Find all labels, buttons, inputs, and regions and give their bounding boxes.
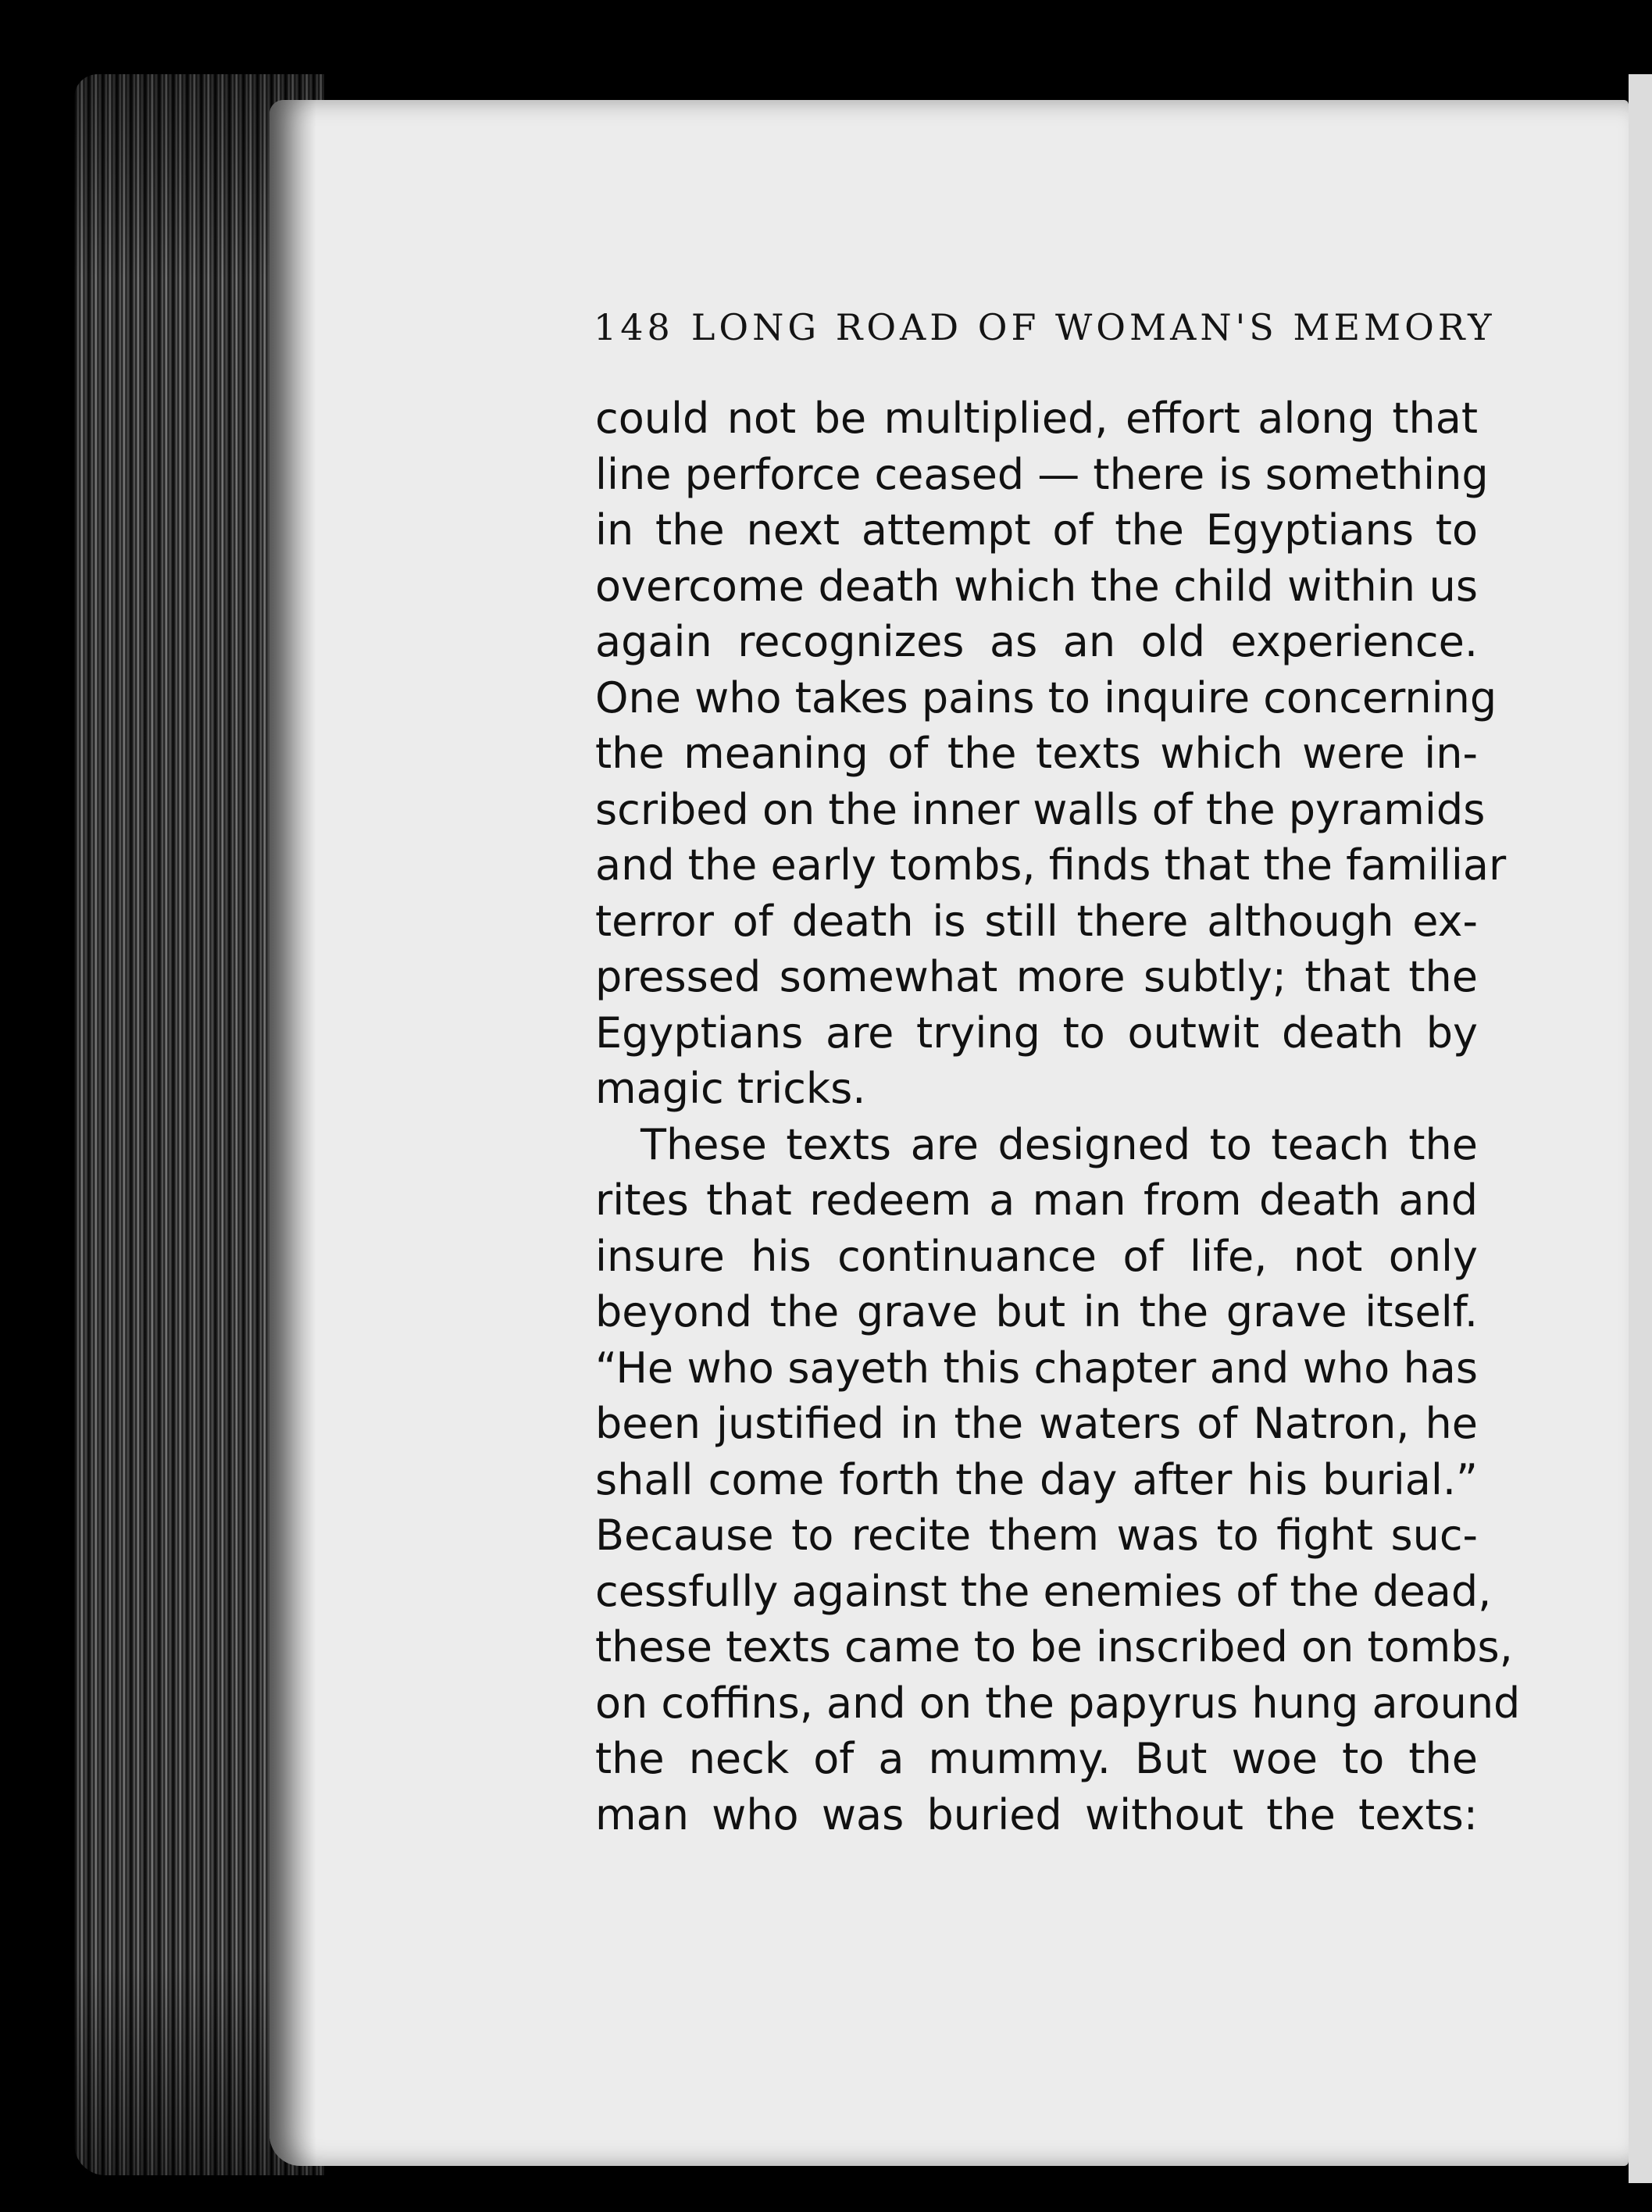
text-line: magic tricks. xyxy=(595,1064,866,1113)
text-line: One who takes pains to inquire concerning xyxy=(595,673,1497,722)
text-line: overcome death which the child within us xyxy=(595,561,1478,611)
text-line: been justified in the waters of Natron, he xyxy=(595,1399,1478,1448)
text-line: man who was buried without the texts: xyxy=(595,1789,1478,1839)
text-line: pressed somewhat more subtly; that the xyxy=(595,952,1478,1001)
text-line: cessfully against the enemies of the dead, xyxy=(595,1566,1492,1616)
text-line: these texts came to be inscribed on tombs, xyxy=(595,1622,1513,1671)
text-line: could not be multiplied, effort along that xyxy=(595,394,1478,443)
text-line: beyond the grave but in the grave itself. xyxy=(595,1287,1478,1336)
text-line: line perforce ceased — there is something xyxy=(595,449,1489,499)
text-line: shall come forth the day after his burial.” xyxy=(595,1454,1478,1504)
text-line: rites that redeem a man from death and xyxy=(595,1176,1478,1225)
text-line: terror of death is still there although ex- xyxy=(595,896,1478,946)
running-title: LONG ROAD OF WOMAN'S MEMORY xyxy=(690,306,1496,348)
text-line: “He who sayeth this chapter and who has xyxy=(595,1343,1478,1393)
running-head xyxy=(594,306,1496,348)
text-line: insure his continuance of life, not only xyxy=(595,1231,1478,1281)
text-line: scribed on the inner walls of the pyramids xyxy=(595,784,1486,834)
text-line: the neck of a mummy. But woe to the xyxy=(595,1734,1478,1783)
text-line: in the next attempt of the Egyptians to xyxy=(595,505,1478,555)
text-line: again recognizes as an old experience. xyxy=(595,617,1478,666)
text-line: the meaning of the texts which were in- xyxy=(595,729,1478,778)
text-line: Egyptians are trying to outwit death by xyxy=(595,1008,1478,1058)
body-text xyxy=(595,391,1521,1843)
paragraph-start-line: These texts are designed to teach the xyxy=(640,1119,1478,1169)
text-line: Because to recite them was to fight suc- xyxy=(595,1511,1478,1560)
page-margin-strip xyxy=(1629,74,1652,2183)
text-line: on coffins, and on the papyrus hung around xyxy=(595,1678,1521,1728)
text-line: and the early tombs, finds that the familiar xyxy=(595,840,1507,890)
page-number: 148 xyxy=(594,306,674,348)
